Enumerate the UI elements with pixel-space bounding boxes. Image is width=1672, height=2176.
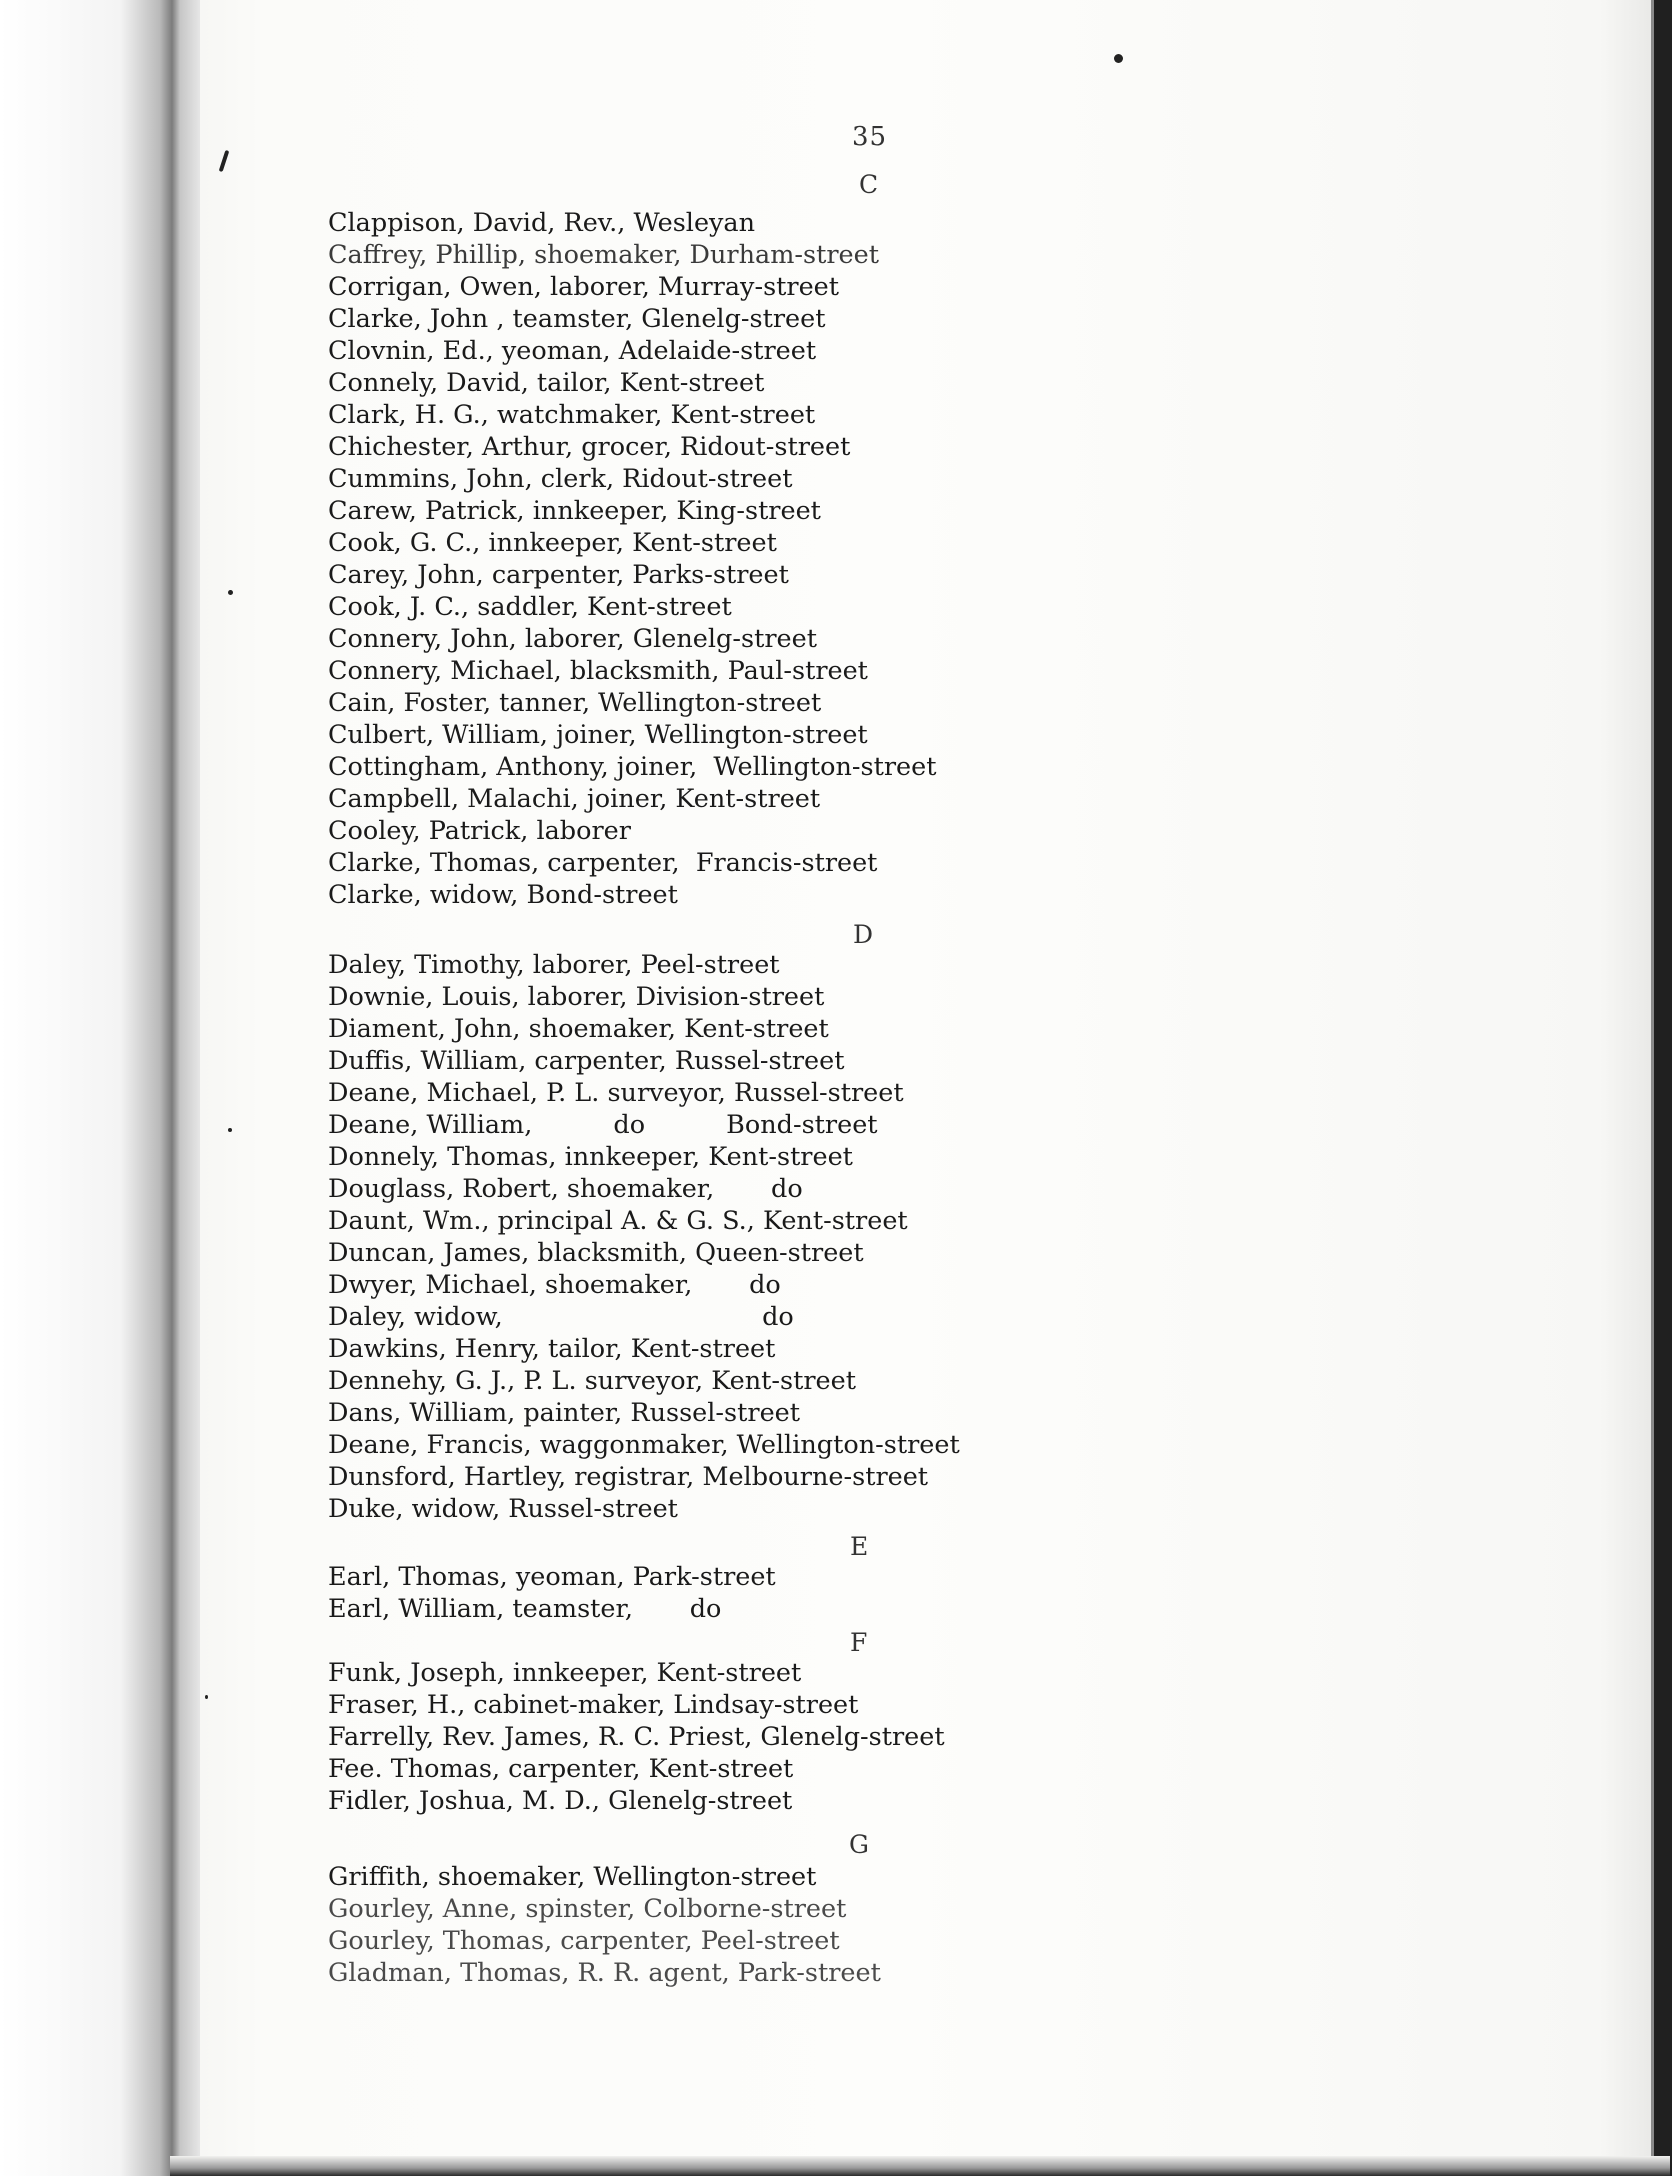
directory-entry: Fee. Thomas, carpenter, Kent-street	[328, 1754, 794, 1784]
directory-entry: Clappison, David, Rev., Wesleyan	[328, 208, 756, 238]
directory-entry: Earl, Thomas, yeoman, Park-street	[328, 1562, 776, 1592]
directory-entry: Cooley, Patrick, laborer	[328, 816, 631, 846]
directory-entry: Duncan, James, blacksmith, Queen-street	[328, 1238, 864, 1268]
directory-entry: Carey, John, carpenter, Parks-street	[328, 560, 789, 590]
directory-entry: Cook, J. C., saddler, Kent-street	[328, 592, 732, 622]
directory-entry: Daunt, Wm., principal A. & G. S., Kent-street	[328, 1206, 908, 1236]
directory-entry: Clarke, widow, Bond-street	[328, 880, 678, 910]
ink-speck	[205, 1695, 208, 1699]
directory-entry: Farrelly, Rev. James, R. C. Priest, Glenelg-street	[328, 1722, 945, 1752]
directory-entry: Donnely, Thomas, innkeeper, Kent-street	[328, 1142, 853, 1172]
directory-entry: Gladman, Thomas, R. R. agent, Park-street	[328, 1958, 881, 1988]
page-number: 35	[852, 122, 888, 152]
directory-entry: Daley, widow, do	[328, 1302, 794, 1332]
directory-entry: Fidler, Joshua, M. D., Glenelg-street	[328, 1786, 793, 1816]
section-letter-d: D	[853, 920, 874, 949]
directory-entry: Dennehy, G. J., P. L. surveyor, Kent-street	[328, 1366, 856, 1396]
directory-entry: Connery, John, laborer, Glenelg-street	[328, 624, 817, 654]
page-bottom-edge	[170, 2156, 1670, 2176]
page-binding-shadow	[0, 0, 200, 2176]
directory-entry: Campbell, Malachi, joiner, Kent-street	[328, 784, 821, 814]
directory-entry: Deane, Michael, P. L. surveyor, Russel-street	[328, 1078, 904, 1108]
directory-entry: Connely, David, tailor, Kent-street	[328, 368, 765, 398]
directory-entry: Daley, Timothy, laborer, Peel-street	[328, 950, 780, 980]
directory-entry: Duffis, William, carpenter, Russel-street	[328, 1046, 845, 1076]
directory-entry: Cummins, John, clerk, Ridout-street	[328, 464, 793, 494]
directory-entry: Cottingham, Anthony, joiner, Wellington-street	[328, 752, 937, 782]
directory-entry: Diament, John, shoemaker, Kent-street	[328, 1014, 829, 1044]
directory-entry: Downie, Louis, laborer, Division-street	[328, 982, 825, 1012]
directory-entry: Dwyer, Michael, shoemaker, do	[328, 1270, 781, 1300]
directory-entry: Gourley, Thomas, carpenter, Peel-street	[328, 1926, 840, 1956]
section-letter-f: F	[850, 1628, 868, 1657]
directory-entry: Earl, William, teamster, do	[328, 1594, 722, 1624]
directory-entry: Funk, Joseph, innkeeper, Kent-street	[328, 1658, 802, 1688]
directory-entry: Dawkins, Henry, tailor, Kent-street	[328, 1334, 776, 1364]
directory-entry: Dans, William, painter, Russel-street	[328, 1398, 800, 1428]
directory-entry: Deane, William, do Bond-street	[328, 1110, 878, 1140]
directory-entry: Cook, G. C., innkeeper, Kent-street	[328, 528, 777, 558]
ink-speck	[219, 150, 230, 172]
page-right-edge	[1654, 0, 1672, 2176]
directory-entry: Culbert, William, joiner, Wellington-street	[328, 720, 868, 750]
section-letter-e: E	[850, 1532, 869, 1561]
section-letter-g: G	[849, 1830, 869, 1859]
ink-speck	[228, 590, 233, 595]
directory-entry: Chichester, Arthur, grocer, Ridout-street	[328, 432, 851, 462]
directory-entry: Carew, Patrick, innkeeper, King-street	[328, 496, 821, 526]
directory-entry: Duke, widow, Russel-street	[328, 1494, 678, 1524]
directory-entry: Deane, Francis, waggonmaker, Wellington-street	[328, 1430, 960, 1460]
ink-speck	[228, 1128, 232, 1132]
directory-entry: Caffrey, Phillip, shoemaker, Durham-street	[328, 240, 879, 270]
directory-entry: Cain, Foster, tanner, Wellington-street	[328, 688, 822, 718]
directory-entry: Clark, H. G., watchmaker, Kent-street	[328, 400, 816, 430]
section-letter-c: C	[859, 170, 879, 199]
ink-speck	[1114, 54, 1123, 63]
directory-entry: Douglass, Robert, shoemaker, do	[328, 1174, 803, 1204]
directory-entry: Clovnin, Ed., yeoman, Adelaide-street	[328, 336, 817, 366]
directory-entry: Connery, Michael, blacksmith, Paul-street	[328, 656, 868, 686]
directory-entry: Fraser, H., cabinet-maker, Lindsay-street	[328, 1690, 859, 1720]
directory-entry: Gourley, Anne, spinster, Colborne-street	[328, 1894, 847, 1924]
directory-entry: Griffith, shoemaker, Wellington-street	[328, 1862, 817, 1892]
directory-entry: Dunsford, Hartley, registrar, Melbourne-street	[328, 1462, 929, 1492]
directory-entry: Clarke, John , teamster, Glenelg-street	[328, 304, 826, 334]
directory-entry: Corrigan, Owen, laborer, Murray-street	[328, 272, 840, 302]
directory-entry: Clarke, Thomas, carpenter, Francis-street	[328, 848, 878, 878]
